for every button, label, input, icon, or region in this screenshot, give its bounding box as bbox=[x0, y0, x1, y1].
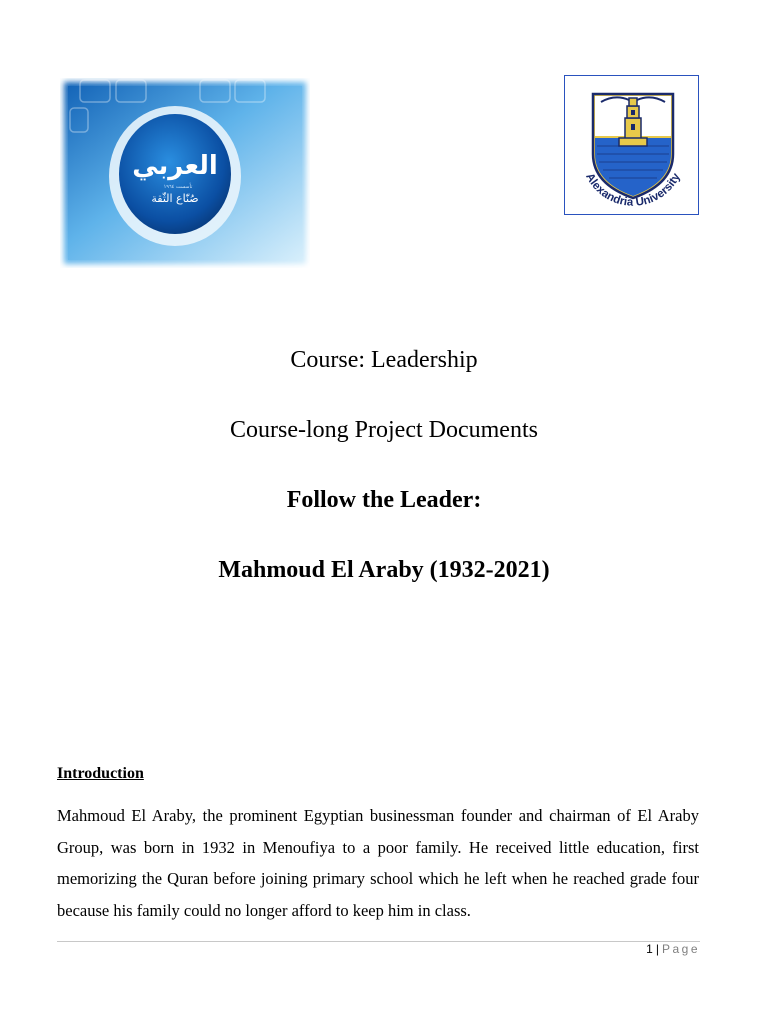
follow-heading: Follow the Leader: bbox=[286, 487, 482, 513]
project-title: Course-long Project Documents bbox=[230, 417, 538, 443]
logo-arabic-name: العربي bbox=[132, 151, 218, 181]
footer-divider bbox=[57, 941, 700, 942]
page-separator: | bbox=[655, 942, 659, 956]
page-label: Page bbox=[661, 942, 700, 956]
page-footer bbox=[646, 942, 700, 956]
introduction-paragraph: Mahmoud El Araby, the prominent Egyptian businessman founder and chairman of El Araby Group, was born in 1932 in Menoufiya to a poor family. He received little education, first memorizing the Quran before joining primary school which he left when he reached grade four because his family could no longer afford to keep him in class. bbox=[57, 806, 699, 920]
subject-name-heading: Mahmoud El Araby (1932-2021) bbox=[218, 557, 550, 583]
logo-university-name: Alexandria University bbox=[583, 171, 683, 209]
alexandria-university-logo bbox=[564, 75, 699, 215]
page-number: 1 bbox=[646, 942, 653, 956]
logo-arabic-since: تأسست ١٩٦٤ bbox=[163, 184, 193, 190]
logo-arabic-tagline: صُنّاع الثّقة bbox=[151, 192, 199, 205]
introduction-heading: Introduction bbox=[57, 765, 144, 782]
el-araby-logo bbox=[60, 78, 310, 268]
course-title: Course: Leadership bbox=[290, 347, 478, 373]
